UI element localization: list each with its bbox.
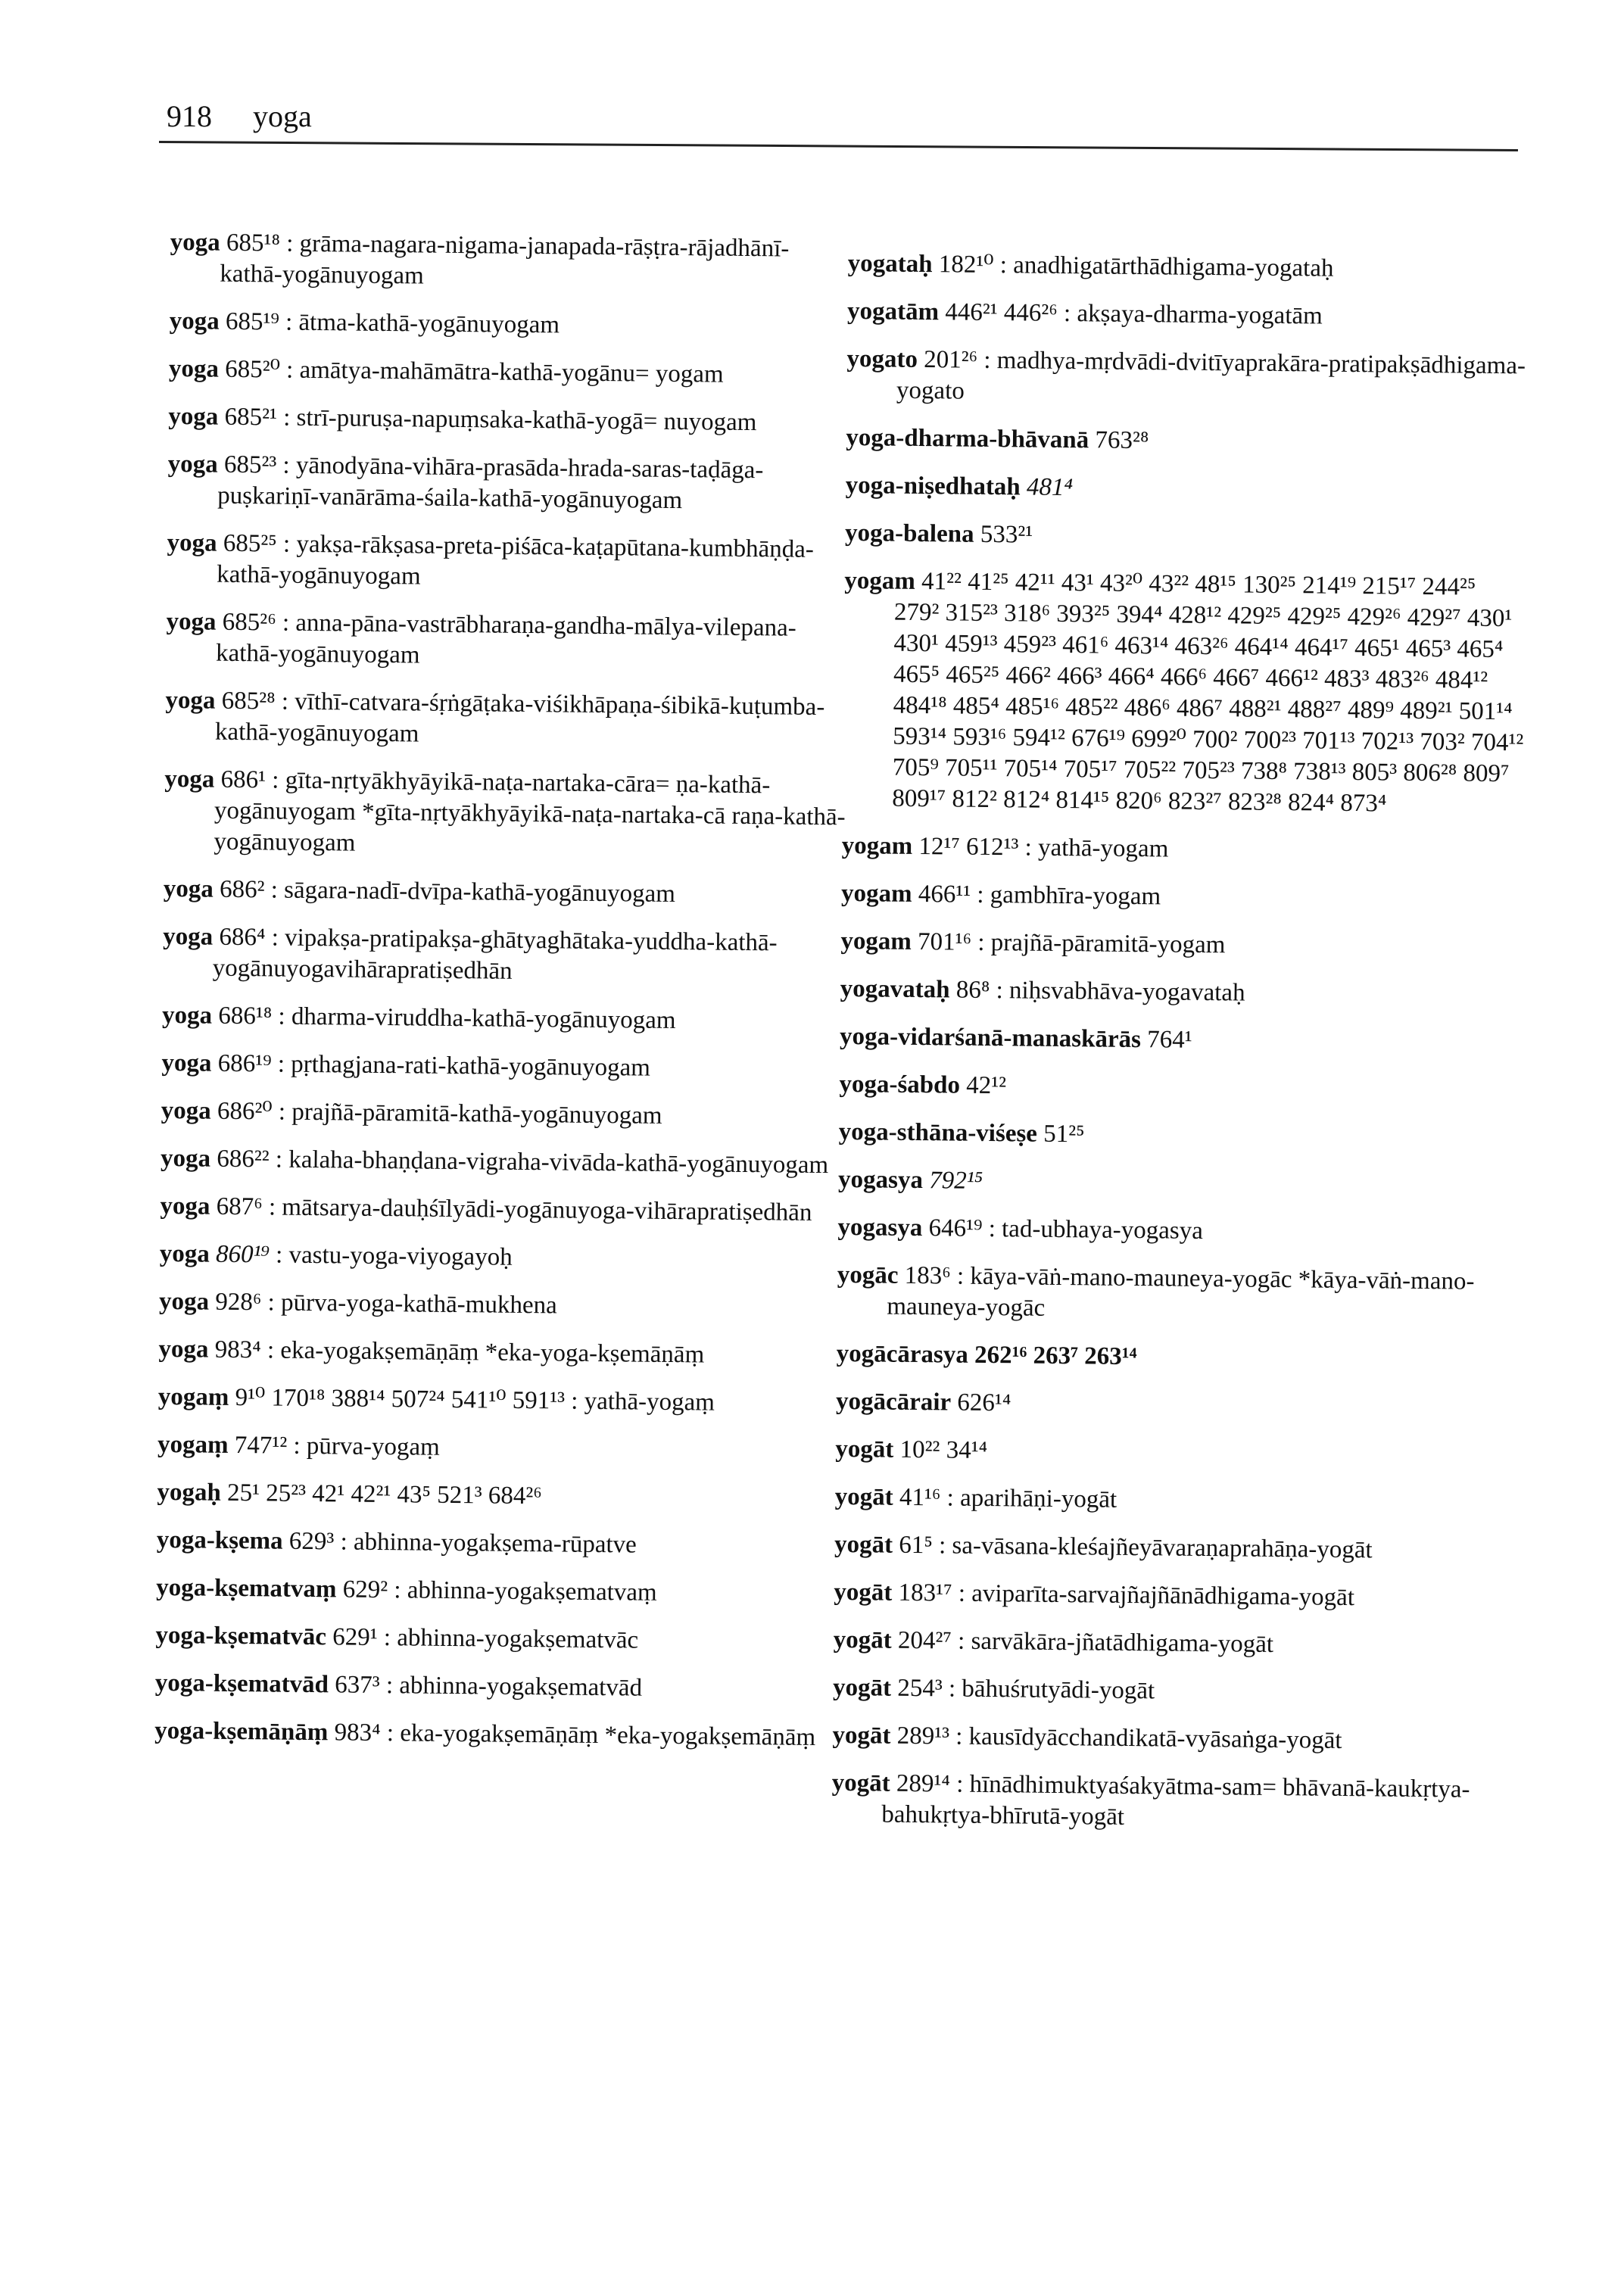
entry-separator: : (265, 766, 285, 794)
entry-references: 637³ (335, 1671, 380, 1700)
entry-gloss: tad-ubhaya-yogasya (1001, 1215, 1204, 1245)
entry-separator: : (276, 530, 297, 558)
entry-gloss: pṛthagjana-rati-kathā-yogānuyogam (291, 1050, 651, 1082)
entry-headword: yoga (168, 354, 220, 383)
entry-references: 61⁵ (899, 1531, 934, 1560)
index-entry (838, 1164, 1520, 1202)
header-headword: yoga (253, 99, 312, 133)
index-entry (161, 1048, 843, 1086)
entry-references: 201²⁶ (924, 346, 978, 374)
entry-gloss: pūrva-yogaṃ (306, 1432, 441, 1461)
entry-gloss: amātya-mahāmātra-kathā-yogānu= yogam (299, 356, 724, 388)
index-entry (836, 1339, 1517, 1376)
entry-separator: : (993, 251, 1014, 279)
entry-gloss: prajñā-pāramitā-kathā-yogānuyogam (291, 1098, 662, 1130)
entry-separator: : (1018, 834, 1039, 862)
entry-gloss: sarvākāra-jñatādhigama-yogāt (971, 1627, 1274, 1658)
entry-headword: yoga-kṣematvād (154, 1669, 329, 1699)
entry-references: 685²⁶ (222, 608, 276, 637)
entry-gloss: abhinna-yogakṣematvāc (397, 1624, 639, 1654)
entry-separator: : (279, 356, 300, 384)
entry-references: 686² (219, 875, 265, 904)
entry-references: 629¹ (332, 1623, 378, 1651)
index-entry (161, 1143, 842, 1181)
entry-separator: : (276, 451, 297, 479)
index-entry (163, 921, 845, 990)
index-entry (167, 528, 849, 597)
entry-references: 12¹⁷ 612¹³ (918, 833, 1019, 862)
index-entry (155, 1620, 837, 1658)
index-entry (156, 1572, 837, 1610)
entry-gloss: kalaha-bhaṇḍana-vigraha-vivāda-kathā-yogānuyogam (288, 1145, 829, 1180)
entry-headword: yogāt (834, 1578, 893, 1607)
entry-gloss: strī-puruṣa-napuṃsaka-kathā-yogā= nuyogam (296, 404, 757, 437)
entry-headword: yoga-balena (844, 519, 974, 548)
entry-separator: : (262, 1193, 282, 1221)
index-entry (157, 1429, 839, 1467)
entry-references: 629² (342, 1576, 388, 1604)
entry-headword: yoga (163, 874, 214, 903)
entry-headword: yoga (160, 1144, 211, 1173)
entry-separator: : (271, 1050, 291, 1078)
entry-headword: yoga (161, 1049, 212, 1077)
entry-headword: yogaṃ (157, 1430, 229, 1459)
entry-headword: yogāt (832, 1721, 891, 1750)
entry-separator: : (970, 881, 990, 909)
entry-gloss: dharma-viruddha-kathā-yogānuyogam (291, 1002, 676, 1035)
entry-headword: yoga-dharma-bhāvanā (846, 423, 1089, 454)
entry-headword: yoga (164, 765, 215, 793)
index-entry (157, 1525, 838, 1563)
entry-separator: : (949, 1722, 969, 1750)
entry-headword: yoga-kṣematvaṃ (155, 1573, 337, 1604)
entry-gloss: abhinna-yogakṣematvaṃ (407, 1576, 657, 1607)
entry-separator: : (272, 1002, 292, 1030)
entry-headword: yoga (161, 1001, 213, 1030)
entry-headword: yogācārasya (836, 1339, 969, 1369)
index-entry (840, 1021, 1521, 1059)
entry-separator: : (264, 876, 285, 904)
entry-references: 685²⁵ (223, 529, 277, 558)
index-entry (164, 874, 845, 912)
entry-separator: : (269, 1145, 289, 1173)
entry-headword: yogāc (837, 1261, 899, 1289)
entry-gloss: mātsarya-dauḥśīlyādi-yogānuyoga-vihārapratiṣedhān (282, 1193, 812, 1226)
entry-gloss: abhinna-yogakṣema-rūpatve (353, 1528, 637, 1559)
entry-separator: : (265, 924, 285, 952)
entry-references: 646¹⁹ (928, 1214, 983, 1242)
entry-references: 262¹⁶ 263⁷ 263¹⁴ (974, 1341, 1137, 1371)
entry-separator: : (287, 1432, 307, 1460)
entry-references: 42¹² (966, 1071, 1007, 1100)
entry-headword: yogāt (835, 1435, 894, 1463)
entry-gloss: abhinna-yogakṣematvād (399, 1672, 643, 1702)
entry-references: 685²³ (223, 450, 277, 479)
index-entry (845, 518, 1526, 556)
entry-gloss: sāgara-nadī-dvīpa-kathā-yogānuyogam (283, 876, 676, 909)
entry-gloss: kāya-vāṅ-mano-mauneya-yogāc *kāya-vāṅ-mano-mauneya-yogāc (887, 1262, 1475, 1322)
entry-references: 685²¹ (224, 403, 278, 432)
entry-gloss: yānodyāna-vihāra-prasāda-hrada-saras-taḍāga-puṣkariṇī-vanārāma-śaila-kathā-yogānuyogam (217, 451, 764, 515)
index-entry (169, 306, 850, 344)
entry-references: 686²² (217, 1145, 270, 1173)
running-header (167, 98, 312, 135)
index-entry (169, 354, 850, 391)
entry-gloss: madhya-mṛdvādi-dvitīyaprakāra-pratipakṣādhigama-yogato (896, 347, 1526, 405)
index-entry (168, 401, 849, 439)
page-number: 918 (167, 99, 212, 133)
entry-headword: yoga-śabdo (839, 1070, 961, 1099)
index-entry (842, 566, 1526, 821)
index-entry (836, 1386, 1517, 1424)
entry-separator: : (334, 1528, 354, 1556)
entry-references: 183¹⁷ (898, 1579, 952, 1607)
index-entry (846, 422, 1527, 460)
entry-headword: yoga (158, 1287, 210, 1316)
index-entry (834, 1529, 1516, 1567)
entry-headword: yogam (844, 566, 916, 595)
entry-headword: yoga (165, 686, 216, 715)
entry-separator: : (279, 229, 300, 257)
left-column (154, 227, 852, 1770)
entry-separator: : (951, 1627, 971, 1655)
entry-gloss: gīta-nṛtyākhyāyikā-naṭa-nartaka-cāra= ṇa-kathā-yogānuyogam *gīta-nṛtyākhyāyikā-naṭa-nartaka-cā raṇa-kathā-yogānuyogam (214, 766, 846, 857)
entry-references: 289¹³ (896, 1722, 950, 1750)
index-entry (154, 1716, 836, 1753)
index-entry (159, 1286, 840, 1324)
entry-separator: : (990, 977, 1010, 1005)
entry-headword: yoga (162, 922, 214, 951)
index-entry (164, 764, 846, 864)
index-entry (839, 1117, 1520, 1155)
entry-references: 685¹⁸ (226, 229, 281, 257)
index-entry (160, 1191, 841, 1229)
index-entry (166, 606, 848, 675)
entry-headword: yogāt (834, 1530, 893, 1559)
entry-references: 686¹ (220, 765, 267, 794)
entry-references: 183⁶ (904, 1261, 951, 1290)
entry-headword: yoga (169, 307, 220, 335)
entry-headword: yogavataḥ (840, 974, 950, 1004)
entry-gloss: niḥsvabhāva-yogavataḥ (1008, 977, 1245, 1007)
index-entry (834, 1625, 1515, 1663)
index-entry (839, 1069, 1520, 1107)
entry-headword: yoga (167, 450, 218, 478)
entry-references: 685¹⁹ (225, 307, 280, 336)
entry-headword: yoga-kṣema (156, 1526, 283, 1555)
entry-references: 983⁴ (334, 1719, 381, 1747)
entry-gloss: akṣaya-dharma-yogatām (1077, 300, 1323, 330)
index-entry (841, 878, 1523, 916)
entry-headword: yoga (159, 1239, 210, 1268)
index-entry (847, 296, 1529, 334)
entry-headword: yogasya (837, 1165, 924, 1195)
entry-gloss: prajñā-pāramitā-yogam (990, 929, 1226, 959)
index-entry (834, 1577, 1515, 1615)
entry-separator: : (940, 1484, 961, 1512)
entry-separator: : (272, 1098, 292, 1126)
index-entry (831, 1768, 1513, 1837)
entry-gloss: anadhigatārthādhigama-yogataḥ (1012, 251, 1334, 282)
entry-gloss: yathā-yogaṃ (584, 1387, 715, 1417)
entry-headword: yogāt (833, 1625, 892, 1654)
index-entry (846, 470, 1527, 508)
entry-references: 685²⁰ (225, 355, 281, 384)
index-entry (161, 1096, 843, 1133)
entry-references: 25¹ 25²³ 42¹ 42²¹ 43⁵ 521³ 684²⁶ (226, 1479, 542, 1510)
entry-references: 792¹⁵ (929, 1167, 983, 1195)
entry-references: 41²² 41²⁵ 42¹¹ 43¹ 43²⁰ 43²² 48¹⁵ 130²⁵ 214¹⁹ 215¹⁷ 244²⁵ 279² 315²³ 318⁶ 393²⁵ 394⁴ 428¹² 429²⁵ 429²⁵ 429²⁶ 429²⁷ 430¹ 430¹ 459¹³ 459²³ 461⁶ 463¹⁴ 463²⁶ 464¹⁴ 464¹⁷ 465¹ 465³ 465⁴ 465⁵ 465²⁵ 466² 466³ 466⁴ 466⁶ 466⁷ 466¹² 483³ 483²⁶ 484¹² 484¹⁸ 485⁴ 485¹⁶ 485²² 486⁶ 486⁷ 488²¹ 488²⁷ 489⁹ 489²¹ 501¹⁴ 593¹⁴ 593¹⁶ 594¹² 676¹⁹ 699²⁰ 700² 700²³ 701¹³ 702¹³ 703² 704¹² 705⁹ 705¹¹ 705¹⁴ 705¹⁷ 705²² 705²³ 738⁸ 738¹³ 805³ 806²⁸ 809⁷ 809¹⁷ 812² 812⁴ 814¹⁵ 820⁶ 823²⁷ 823²⁸ 824⁴ 873⁴ (892, 568, 1524, 818)
entry-separator: : (260, 1336, 281, 1364)
entry-gloss: vīthī-catvara-śṛṅgāṭaka-viśikhāpaṇa-śibikā-kuṭumba-kathā-yogānuyogam (214, 687, 825, 748)
index-entry (170, 227, 852, 296)
entry-gloss: anna-pāna-vastrābharaṇa-gandha-mālya-vilepana-kathā-yogānuyogam (215, 609, 796, 669)
entry-references: 182¹⁰ (938, 251, 994, 279)
entry-headword: yoga (167, 528, 217, 557)
entry-headword: yoga-vidarśanā-manaskārās (839, 1022, 1142, 1054)
entry-references: 204²⁷ (897, 1626, 952, 1655)
index-entry (155, 1668, 837, 1706)
entry-separator: : (269, 1241, 289, 1269)
index-entry (846, 344, 1529, 413)
entry-references: 687⁶ (216, 1192, 263, 1221)
entry-references: 629³ (288, 1527, 335, 1556)
index-entry (835, 1434, 1516, 1472)
entry-references: 928⁶ (215, 1288, 262, 1317)
entry-separator: : (276, 609, 296, 637)
entry-headword: yogaḥ (157, 1478, 222, 1507)
entry-headword: yogāt (831, 1769, 890, 1797)
index-entry (837, 1212, 1519, 1250)
entry-separator: : (564, 1387, 584, 1415)
index-entry (842, 831, 1523, 868)
header-rule (159, 141, 1518, 151)
entry-gloss: eka-yogakṣemāṇāṃ *eka-yoga-kṣemāṇāṃ (280, 1336, 705, 1369)
entry-gloss: yathā-yogam (1037, 834, 1169, 863)
entry-gloss: gambhīra-yogam (990, 881, 1161, 911)
entry-headword: yogam (840, 879, 912, 908)
index-entry (167, 449, 849, 518)
entry-headword: yogāt (832, 1673, 892, 1702)
entry-headword: yogato (846, 344, 918, 373)
entry-separator: : (982, 1214, 1002, 1243)
entry-references: 254³ (897, 1674, 943, 1703)
entry-headword: yogasya (837, 1213, 923, 1242)
entry-headword: yogācārair (835, 1387, 952, 1417)
entry-separator: : (377, 1623, 397, 1652)
entry-separator: : (971, 928, 991, 957)
entry-references: 533²¹ (980, 520, 1033, 549)
entry-gloss: aparihāṇi-yogāt (959, 1484, 1117, 1513)
entry-headword: yoga (170, 228, 220, 257)
entry-headword: yoga (160, 1192, 210, 1220)
entry-headword: yoga (166, 607, 217, 636)
entry-gloss: aviparīta-sarvajñajñānādhigama-yogāt (971, 1579, 1355, 1612)
index-entry (162, 1000, 843, 1038)
entry-separator: : (276, 404, 297, 432)
entry-separator: : (950, 1262, 971, 1290)
index-entry (848, 248, 1529, 286)
entry-references: 764¹ (1147, 1026, 1192, 1054)
entry-references: 51²⁵ (1043, 1120, 1085, 1149)
entry-separator: : (932, 1532, 952, 1560)
entry-references: 686²⁰ (217, 1097, 273, 1126)
index-entry (835, 1482, 1516, 1519)
entry-references: 983⁴ (214, 1336, 261, 1364)
entry-references: 466¹¹ (918, 881, 971, 909)
index-entry (165, 685, 847, 754)
entry-separator: : (1057, 299, 1077, 328)
entry-references: 10²² 34¹⁴ (899, 1435, 988, 1465)
entry-references: 446²¹ 446²⁶ (945, 298, 1058, 327)
index-entry (840, 974, 1522, 1011)
entry-separator: : (275, 687, 295, 715)
entry-gloss: hīnādhimuktyaśakyātma-sam= bhāvanā-kaukṛtya-bahukṛtya-bhīrutā-yogāt (881, 1770, 1470, 1831)
entry-references: 289¹⁴ (896, 1769, 951, 1798)
entry-gloss: pūrva-yoga-kathā-mukhena (280, 1289, 557, 1320)
entry-references: 763²⁸ (1095, 426, 1149, 455)
entry-headword: yogāt (834, 1482, 893, 1511)
entry-headword: yogaṃ (157, 1382, 229, 1411)
entry-gloss: eka-yogakṣemāṇāṃ *eka-yogakṣemāṇāṃ (400, 1719, 816, 1752)
index-entry (160, 1239, 841, 1276)
entry-references: 701¹⁶ (917, 928, 972, 956)
right-column (831, 248, 1529, 1853)
entry-separator: : (379, 1672, 400, 1700)
entry-references: 481⁴ (1026, 473, 1074, 502)
entry-references: 686⁴ (219, 923, 266, 952)
entry-references: 41¹⁶ (899, 1483, 941, 1512)
entry-references: 686¹⁸ (218, 1002, 273, 1030)
entry-headword: yogataḥ (847, 249, 933, 279)
index-entry (832, 1720, 1513, 1758)
entry-separator: : (942, 1675, 962, 1703)
entry-headword: yoga-niṣedhataḥ (845, 471, 1021, 501)
entry-references: 626¹⁴ (957, 1389, 1011, 1417)
index-entry (157, 1477, 838, 1515)
entry-gloss: kausīdyācchandikatā-vyāsaṅga-yogāt (968, 1722, 1342, 1754)
entry-separator: : (977, 346, 997, 375)
index-entry (158, 1382, 840, 1420)
entry-gloss: bāhuśrutyādi-yogāt (962, 1675, 1155, 1705)
entry-separator: : (952, 1579, 972, 1607)
entry-separator: : (949, 1770, 970, 1798)
entry-gloss: sa-vāsana-kleśajñeyāvaraṇaprahāṇa-yogāt (952, 1532, 1373, 1564)
entry-gloss: vastu-yoga-viyogayoḥ (288, 1241, 513, 1271)
entry-references: 860¹⁹ (215, 1240, 270, 1269)
entry-references: 86⁸ (955, 976, 990, 1005)
entry-separator: : (387, 1576, 407, 1604)
index-entry (840, 926, 1522, 964)
entry-gloss: grāma-nagara-nigama-janapada-rāṣṭra-rājadhānī-kathā-yogānuyogam (220, 229, 790, 290)
entry-separator: : (279, 308, 299, 336)
entry-separator: : (261, 1289, 282, 1317)
entry-headword: yoga-kṣematvāc (155, 1621, 327, 1651)
entry-headword: yogam (840, 927, 912, 955)
entry-references: 747¹² (234, 1431, 288, 1460)
entry-headword: yogam (841, 831, 913, 860)
entry-gloss: yakṣa-rākṣasa-preta-piśāca-kaṭapūtana-kumbhāṇḍa-kathā-yogānuyogam (217, 530, 815, 591)
index-entry (833, 1672, 1514, 1710)
entry-gloss: vipakṣa-pratipakṣa-ghātyaghātaka-yuddha-kathā-yogānuyogavihārapratiṣedhān (212, 924, 778, 985)
entry-headword: yoga-kṣemāṇāṃ (154, 1716, 329, 1747)
entry-headword: yoga (158, 1335, 209, 1364)
entry-gloss: ātma-kathā-yogānuyogam (298, 308, 560, 339)
entry-headword: yoga (161, 1096, 211, 1125)
entry-references: 9¹⁰ 170¹⁸ 388¹⁴ 507²⁴ 541¹⁰ 591¹³ (235, 1383, 566, 1415)
index-entry (158, 1334, 840, 1372)
entry-references: 685²⁸ (221, 687, 276, 715)
entry-headword: yoga (168, 402, 219, 431)
entry-separator: : (380, 1719, 401, 1747)
entry-headword: yogatām (846, 297, 940, 326)
index-entry (837, 1260, 1519, 1329)
entry-references: 686¹⁹ (217, 1049, 272, 1078)
entry-headword: yoga-sthāna-viśeṣe (838, 1117, 1038, 1148)
